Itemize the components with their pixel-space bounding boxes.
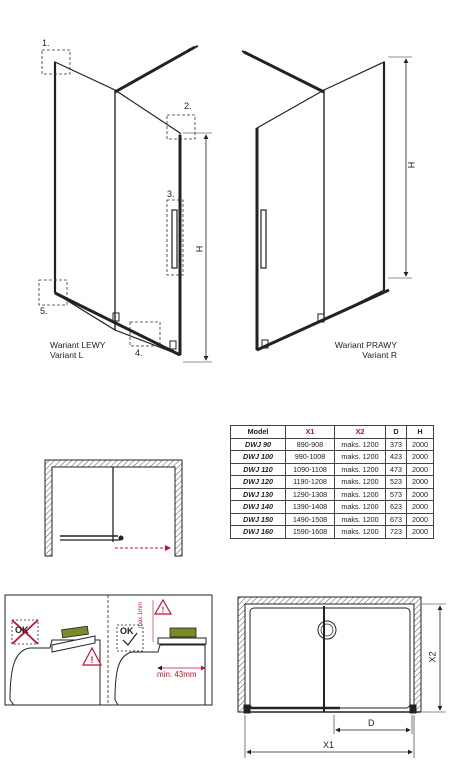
- cell-x1: 990-1008: [286, 451, 335, 464]
- svg-text:!: !: [161, 605, 165, 615]
- cell-x1: 1390-1408: [286, 501, 335, 514]
- cell-d: 423: [386, 451, 407, 464]
- dim-x1: X1: [323, 740, 335, 750]
- cell-x1: 1190-1208: [286, 476, 335, 489]
- variant-left-drawing: [55, 46, 212, 362]
- table-row: [231, 488, 434, 501]
- cell-x1: 1590-1608: [286, 526, 335, 539]
- cell-d: 723: [386, 526, 407, 539]
- spec-table: [230, 425, 434, 539]
- cell-d: 573: [386, 488, 407, 501]
- variant-right-drawing: [242, 51, 412, 350]
- cell-x2: maks. 1200: [335, 488, 386, 501]
- cell-d: 523: [386, 476, 407, 489]
- cell-x2: maks. 1200: [335, 513, 386, 526]
- cell-x2: maks. 1200: [335, 438, 386, 451]
- table-row: [231, 451, 434, 464]
- cell-x1: 890-908: [286, 438, 335, 451]
- cell-model: DWJ 150: [231, 513, 286, 526]
- table-row: [231, 438, 434, 451]
- cell-x2: maks. 1200: [335, 451, 386, 464]
- table-row: [231, 463, 434, 476]
- table-row: [231, 513, 434, 526]
- cell-x1: 1290-1308: [286, 488, 335, 501]
- cell-model: DWJ 140: [231, 501, 286, 514]
- variant-right-line2: Variant R: [362, 350, 397, 360]
- cell-x1: 1490-1508: [286, 513, 335, 526]
- cell-h: 2000: [407, 501, 434, 514]
- callout-3: 3.: [167, 189, 175, 199]
- callout-2: 2.: [184, 101, 192, 111]
- callout-1: 1.: [42, 38, 50, 48]
- cell-x1: 1090-1108: [286, 463, 335, 476]
- cell-model: DWJ 160: [231, 526, 286, 539]
- cell-h: 2000: [407, 488, 434, 501]
- variant-right-line1: Wariant PRAWY: [334, 340, 397, 350]
- svg-text:!: !: [90, 655, 94, 665]
- cell-x2: maks. 1200: [335, 463, 386, 476]
- callout-5: 5.: [40, 306, 48, 316]
- ok-label-correct: OK: [120, 626, 134, 636]
- cell-h: 2000: [407, 451, 434, 464]
- callout-4: 4.: [135, 348, 143, 358]
- cell-d: 473: [386, 463, 407, 476]
- variant-right-label: [325, 340, 397, 360]
- cell-d: 373: [386, 438, 407, 451]
- plan-view-drawing: [238, 597, 446, 758]
- cell-h: 2000: [407, 513, 434, 526]
- cell-d: 673: [386, 513, 407, 526]
- variant-left-label: [50, 340, 105, 360]
- dim-x2: X2: [427, 651, 438, 663]
- th-x1: X1: [286, 426, 335, 439]
- variant-left-line1: Wariant LEWY: [50, 340, 106, 350]
- cell-x2: maks. 1200: [335, 526, 386, 539]
- table-row: [231, 526, 434, 539]
- table-row: [231, 501, 434, 514]
- table-row: [231, 476, 434, 489]
- cell-model: DWJ 100: [231, 451, 286, 464]
- top-view-drawing: [45, 460, 182, 556]
- cell-d: 623: [386, 501, 407, 514]
- cell-h: 2000: [407, 438, 434, 451]
- variant-left-line2: Variant L: [50, 350, 84, 360]
- min-label: min. 43mm: [157, 670, 197, 679]
- th-x2: X2: [335, 426, 386, 439]
- cell-x2: maks. 1200: [335, 476, 386, 489]
- cell-x2: maks. 1200: [335, 501, 386, 514]
- dim-d: D: [368, 718, 375, 728]
- level-panel: [5, 595, 212, 705]
- cell-model: DWJ 120: [231, 476, 286, 489]
- cell-h: 2000: [407, 526, 434, 539]
- th-d: D: [386, 426, 407, 439]
- cell-h: 2000: [407, 476, 434, 489]
- cell-model: DWJ 110: [231, 463, 286, 476]
- cell-model: DWJ 90: [231, 438, 286, 451]
- spec-table-header: [231, 426, 434, 439]
- cell-model: DWJ 130: [231, 488, 286, 501]
- cell-h: 2000: [407, 463, 434, 476]
- max-label: max.1mm: [138, 601, 145, 629]
- ok-label-wrong: OK: [15, 625, 29, 635]
- th-h: H: [407, 426, 434, 439]
- th-model: Model: [231, 426, 286, 439]
- dim-h-left: H: [194, 245, 205, 253]
- dim-h-right: H: [406, 161, 417, 169]
